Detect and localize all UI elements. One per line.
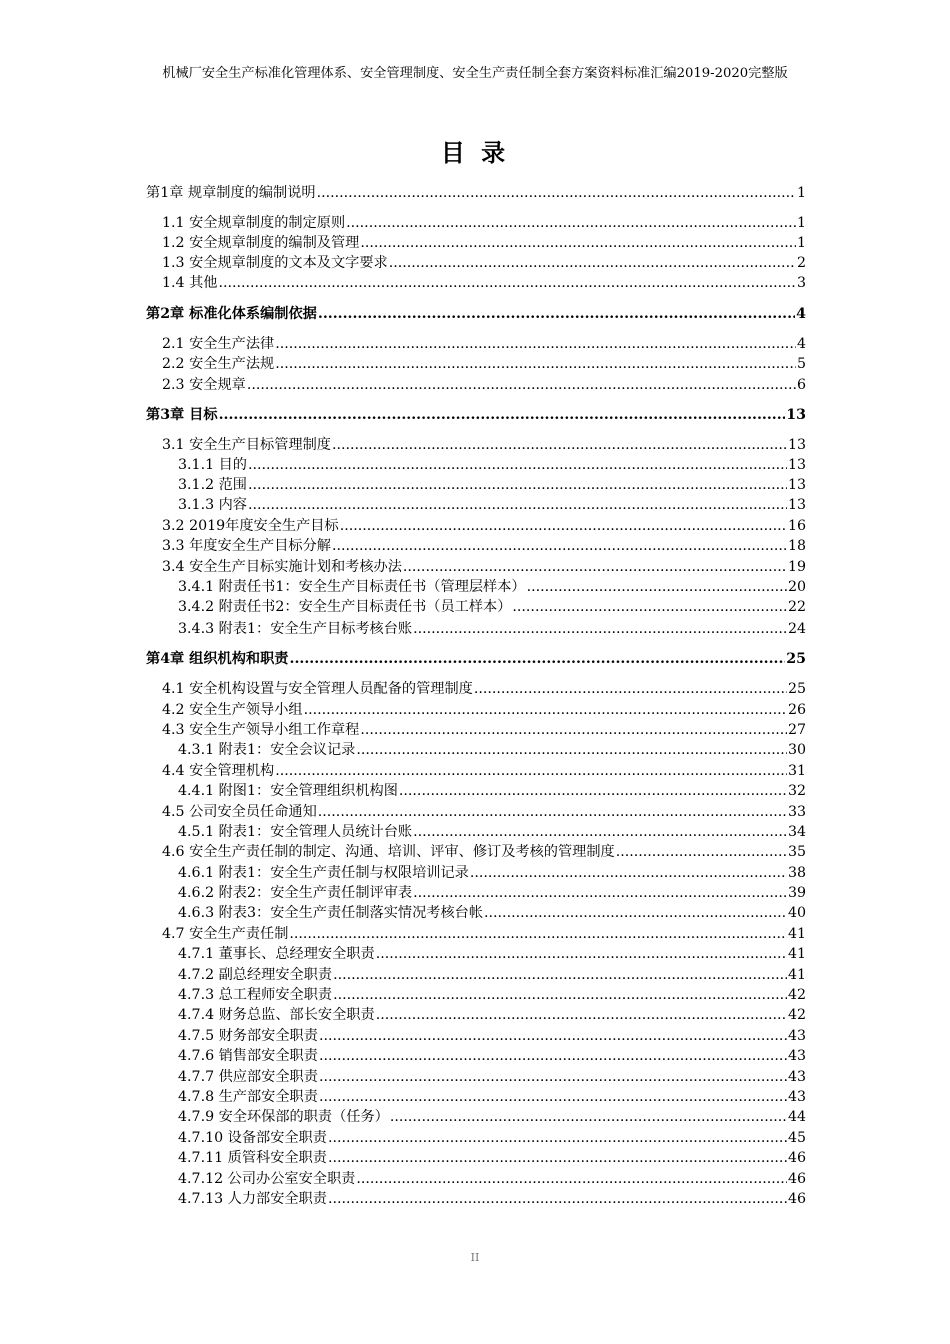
toc-entry[interactable] bbox=[178, 864, 806, 882]
toc-entry[interactable] bbox=[162, 537, 806, 555]
toc-entry-title: 4.1 安全机构设置与安全管理人员配备的管理制度 bbox=[162, 681, 473, 697]
toc-entry-page: 18 bbox=[787, 538, 806, 554]
toc-entry-title: 第3章 目标 bbox=[146, 407, 218, 423]
toc-entry[interactable] bbox=[178, 1190, 806, 1208]
toc-entry-title: 3.1.1 目的 bbox=[178, 457, 247, 473]
toc-leader-dots bbox=[248, 476, 787, 494]
toc-entry[interactable] bbox=[178, 823, 806, 841]
toc-entry[interactable] bbox=[178, 741, 806, 759]
toc-leader-dots bbox=[616, 843, 787, 861]
toc-entry-title: 第2章 标准化体系编制依据 bbox=[146, 306, 317, 322]
toc-entry-title: 4.7.10 设备部安全职责 bbox=[178, 1130, 327, 1146]
toc-entry-page: 13 bbox=[787, 477, 806, 493]
toc-entry[interactable] bbox=[178, 904, 806, 922]
toc-entry[interactable] bbox=[178, 1047, 806, 1065]
toc-entry-title: 4.7.3 总工程师安全职责 bbox=[178, 987, 333, 1003]
toc-entry-title: 2.2 安全生产法规 bbox=[162, 356, 275, 372]
toc-entry[interactable] bbox=[178, 1027, 806, 1045]
toc-entry-title: 3.1.3 内容 bbox=[178, 497, 247, 513]
toc-entry[interactable] bbox=[146, 184, 806, 202]
toc-entry[interactable] bbox=[162, 721, 806, 739]
toc-entry[interactable] bbox=[162, 517, 806, 535]
toc-entry-title: 4.6.1 附表1：安全生产责任制与权限培训记录 bbox=[178, 865, 469, 881]
toc-entry-title: 4.5.1 附表1：安全管理人员统计台账 bbox=[178, 824, 413, 840]
toc-entry-title: 4.4.1 附图1：安全管理组织机构图 bbox=[178, 783, 398, 799]
toc-entry[interactable] bbox=[178, 1108, 806, 1126]
toc-entry-title: 3.4 安全生产目标实施计划和考核办法 bbox=[162, 559, 402, 575]
toc-entry[interactable] bbox=[162, 843, 806, 861]
toc-entry[interactable] bbox=[162, 701, 806, 719]
toc-leader-dots bbox=[356, 1170, 787, 1188]
toc-entry-title: 4.6.3 附表3：安全生产责任制落实情况考核台帐 bbox=[178, 905, 484, 921]
toc-leader-dots bbox=[219, 406, 786, 424]
toc-entry[interactable] bbox=[178, 945, 806, 963]
toc-entry-page: 26 bbox=[787, 702, 806, 718]
toc-entry[interactable] bbox=[162, 335, 806, 353]
toc-entry[interactable] bbox=[178, 496, 806, 514]
toc-leader-dots bbox=[319, 1047, 787, 1065]
toc-entry-title: 4.7.2 副总经理安全职责 bbox=[178, 967, 333, 983]
toc-leader-dots bbox=[319, 1027, 787, 1045]
toc-entry-title: 4.7 安全生产责任制 bbox=[162, 926, 289, 942]
toc-entry[interactable] bbox=[146, 305, 806, 323]
toc-entry-title: 3.4.3 附表1：安全生产目标考核台账 bbox=[178, 621, 413, 637]
toc-entry-title: 4.7.6 销售部安全职责 bbox=[178, 1048, 318, 1064]
toc-entry-page: 45 bbox=[787, 1130, 806, 1146]
toc-entry-page: 4 bbox=[796, 336, 806, 352]
toc-entry-page: 43 bbox=[787, 1069, 806, 1085]
toc-leader-dots bbox=[413, 884, 787, 902]
page-header: 机械厂安全生产标准化管理体系、安全管理制度、安全生产责任制全套方案资料标准汇编2019-2020完整版 bbox=[162, 66, 788, 81]
toc-entry[interactable] bbox=[162, 214, 806, 232]
toc-entry-page: 27 bbox=[787, 722, 806, 738]
toc-entry-page: 20 bbox=[787, 579, 806, 595]
toc-leader-dots bbox=[248, 456, 787, 474]
toc-entry-page: 42 bbox=[787, 1007, 806, 1023]
toc-entry-page: 42 bbox=[787, 987, 806, 1003]
toc-entry-title: 第1章 规章制度的编制说明 bbox=[146, 185, 316, 201]
toc-entry-page: 24 bbox=[787, 621, 806, 637]
toc-entry-page: 13 bbox=[787, 437, 806, 453]
toc-entry[interactable] bbox=[178, 782, 806, 800]
toc-entry-title: 4.7.12 公司办公室安全职责 bbox=[178, 1171, 356, 1187]
toc-leader-dots bbox=[484, 904, 787, 922]
toc-entry-title: 1.2 安全规章制度的编制及管理 bbox=[162, 235, 360, 251]
toc-entry-page: 25 bbox=[786, 651, 806, 667]
page-title: 目 录 bbox=[440, 138, 510, 167]
toc-entry-title: 4.7.1 董事长、总经理安全职责 bbox=[178, 946, 375, 962]
toc-entry-page: 13 bbox=[786, 407, 806, 423]
toc-entry-title: 4.3 安全生产领导小组工作章程 bbox=[162, 722, 360, 738]
toc-entry[interactable] bbox=[146, 406, 806, 424]
toc-leader-dots bbox=[304, 701, 787, 719]
toc-entry-title: 4.7.11 质管科安全职责 bbox=[178, 1150, 327, 1166]
toc-entry-page: 31 bbox=[787, 763, 806, 779]
toc-entry-title: 2.1 安全生产法律 bbox=[162, 336, 275, 352]
toc-entry-page: 34 bbox=[787, 824, 806, 840]
toc-entry-page: 16 bbox=[787, 518, 806, 534]
toc-entry-page: 41 bbox=[787, 967, 806, 983]
toc-entry-page: 41 bbox=[787, 946, 806, 962]
toc-entry-page: 30 bbox=[787, 742, 806, 758]
toc-entry-page: 46 bbox=[787, 1171, 806, 1187]
toc-leader-dots bbox=[317, 184, 796, 202]
toc-leader-dots bbox=[474, 680, 787, 698]
toc-entry-title: 4.7.4 财务总监、部长安全职责 bbox=[178, 1007, 375, 1023]
toc-entry-page: 6 bbox=[796, 377, 806, 393]
toc-entry-page: 35 bbox=[787, 844, 806, 860]
toc-entry-title: 第4章 组织机构和职责 bbox=[146, 651, 289, 667]
toc-entry[interactable] bbox=[162, 254, 806, 272]
toc-entry-title: 4.3.1 附表1：安全会议记录 bbox=[178, 742, 356, 758]
toc-entry-page: 38 bbox=[787, 865, 806, 881]
toc-leader-dots bbox=[248, 496, 787, 514]
toc-entry[interactable] bbox=[178, 1068, 806, 1086]
toc-leader-dots bbox=[360, 721, 787, 739]
toc-leader-dots bbox=[413, 620, 787, 638]
toc-leader-dots bbox=[333, 986, 787, 1004]
toc-entry-title: 3.1.2 范围 bbox=[178, 477, 247, 493]
toc-entry-title: 3.1 安全生产目标管理制度 bbox=[162, 437, 331, 453]
toc-leader-dots bbox=[403, 558, 787, 576]
toc-leader-dots bbox=[275, 355, 796, 373]
toc-entry[interactable] bbox=[178, 598, 806, 616]
toc-entry-page: 39 bbox=[787, 885, 806, 901]
toc-entry-title: 4.5 公司安全员任命通知 bbox=[162, 804, 317, 820]
toc-leader-dots bbox=[413, 823, 787, 841]
toc-entry-title: 4.7.13 人力部安全职责 bbox=[178, 1191, 327, 1207]
toc-leader-dots bbox=[470, 864, 787, 882]
toc-entry-page: 1 bbox=[796, 235, 806, 251]
toc-leader-dots bbox=[328, 1149, 787, 1167]
toc-entry[interactable] bbox=[146, 650, 806, 668]
toc-entry-title: 3.4.2 附责任书2：安全生产目标责任书（员工样本） bbox=[178, 599, 512, 615]
toc-entry[interactable] bbox=[178, 620, 806, 638]
toc-entry[interactable] bbox=[162, 436, 806, 454]
toc-entry[interactable] bbox=[178, 1149, 806, 1167]
toc-entry-page: 19 bbox=[787, 559, 806, 575]
toc-entry-title: 4.7.7 供应部安全职责 bbox=[178, 1069, 318, 1085]
toc-entry[interactable] bbox=[178, 1170, 806, 1188]
toc-entry[interactable] bbox=[162, 925, 806, 943]
toc-entry-page: 40 bbox=[787, 905, 806, 921]
toc-entry[interactable] bbox=[178, 1006, 806, 1024]
toc-leader-dots bbox=[399, 782, 787, 800]
toc-entry-title: 4.7.9 安全环保部的职责（任务） bbox=[178, 1109, 389, 1125]
toc-leader-dots bbox=[376, 945, 787, 963]
toc-entry[interactable] bbox=[178, 884, 806, 902]
toc-entry-title: 1.1 安全规章制度的制定原则 bbox=[162, 215, 346, 231]
toc-leader-dots bbox=[328, 1129, 787, 1147]
toc-entry-page: 25 bbox=[787, 681, 806, 697]
toc-entry-title: 4.2 安全生产领导小组 bbox=[162, 702, 303, 718]
toc-entry-title: 1.3 安全规章制度的文本及文字要求 bbox=[162, 255, 388, 271]
toc-leader-dots bbox=[247, 376, 796, 394]
toc-entry-page: 46 bbox=[787, 1191, 806, 1207]
toc-entry-title: 4.7.5 财务部安全职责 bbox=[178, 1028, 318, 1044]
toc-leader-dots bbox=[275, 762, 787, 780]
toc-leader-dots bbox=[328, 1190, 787, 1208]
toc-entry-page: 43 bbox=[787, 1028, 806, 1044]
toc-entry-page: 1 bbox=[796, 215, 806, 231]
toc-entry-title: 4.6.2 附表2：安全生产责任制评审表 bbox=[178, 885, 413, 901]
toc-leader-dots bbox=[527, 578, 787, 596]
toc-entry-page: 1 bbox=[796, 185, 806, 201]
toc-leader-dots bbox=[346, 214, 796, 232]
toc-entry[interactable] bbox=[178, 578, 806, 596]
toc-entry-title: 4.6 安全生产责任制的制定、沟通、培训、评审、修订及考核的管理制度 bbox=[162, 844, 615, 860]
toc-leader-dots bbox=[390, 1108, 787, 1126]
toc-entry-page: 22 bbox=[787, 599, 806, 615]
toc-leader-dots bbox=[333, 966, 787, 984]
toc-entry-page: 32 bbox=[787, 783, 806, 799]
toc-entry[interactable] bbox=[178, 476, 806, 494]
toc-leader-dots bbox=[360, 234, 796, 252]
toc-entry[interactable] bbox=[162, 762, 806, 780]
toc-entry-page: 2 bbox=[796, 255, 806, 271]
toc-leader-dots bbox=[318, 803, 787, 821]
toc-entry-page: 33 bbox=[787, 804, 806, 820]
toc-leader-dots bbox=[289, 925, 787, 943]
toc-entry-page: 13 bbox=[787, 457, 806, 473]
toc-leader-dots bbox=[332, 436, 787, 454]
toc-leader-dots bbox=[319, 1088, 787, 1106]
toc-entry-page: 43 bbox=[787, 1048, 806, 1064]
toc-entry-page: 46 bbox=[787, 1150, 806, 1166]
toc-entry-title: 4.4 安全管理机构 bbox=[162, 763, 275, 779]
toc-entry[interactable] bbox=[162, 803, 806, 821]
toc-entry-page: 44 bbox=[787, 1109, 806, 1125]
toc-entry-title: 1.4 其他 bbox=[162, 275, 218, 291]
toc-leader-dots bbox=[275, 335, 796, 353]
toc-leader-dots bbox=[332, 537, 787, 555]
toc-entry-page: 13 bbox=[787, 497, 806, 513]
toc-leader-dots bbox=[356, 741, 787, 759]
toc-entry[interactable] bbox=[162, 680, 806, 698]
toc-entry[interactable] bbox=[178, 986, 806, 1004]
toc-entry[interactable] bbox=[162, 274, 806, 292]
toc-entry-title: 3.2 2019年度安全生产目标 bbox=[162, 518, 339, 534]
page-number: II bbox=[470, 1251, 480, 1264]
toc-entry-page: 5 bbox=[796, 356, 806, 372]
toc-entry-title: 3.3 年度安全生产目标分解 bbox=[162, 538, 331, 554]
toc-leader-dots bbox=[319, 1068, 787, 1086]
toc-entry-title: 2.3 安全规章 bbox=[162, 377, 246, 393]
toc-leader-dots bbox=[290, 650, 786, 668]
toc-entry[interactable] bbox=[162, 376, 806, 394]
toc-entry-page: 43 bbox=[787, 1089, 806, 1105]
toc-entry-title: 3.4.1 附责任书1：安全生产目标责任书（管理层样本） bbox=[178, 579, 526, 595]
toc-entry-page: 41 bbox=[787, 926, 806, 942]
toc-leader-dots bbox=[376, 1006, 787, 1024]
toc-entry[interactable] bbox=[178, 1129, 806, 1147]
toc-entry-page: 4 bbox=[796, 306, 806, 322]
toc-entry[interactable] bbox=[178, 1088, 806, 1106]
toc-entry[interactable] bbox=[162, 355, 806, 373]
toc-entry-title: 4.7.8 生产部安全职责 bbox=[178, 1089, 318, 1105]
toc-entry[interactable] bbox=[178, 966, 806, 984]
toc-leader-dots bbox=[512, 598, 787, 616]
toc-leader-dots bbox=[318, 305, 795, 323]
toc-leader-dots bbox=[218, 274, 796, 292]
toc-entry[interactable] bbox=[178, 456, 806, 474]
toc-entry-page: 3 bbox=[796, 275, 806, 291]
toc-leader-dots bbox=[389, 254, 796, 272]
toc-leader-dots bbox=[340, 517, 787, 535]
toc-entry[interactable] bbox=[162, 558, 806, 576]
toc-entry[interactable] bbox=[162, 234, 806, 252]
